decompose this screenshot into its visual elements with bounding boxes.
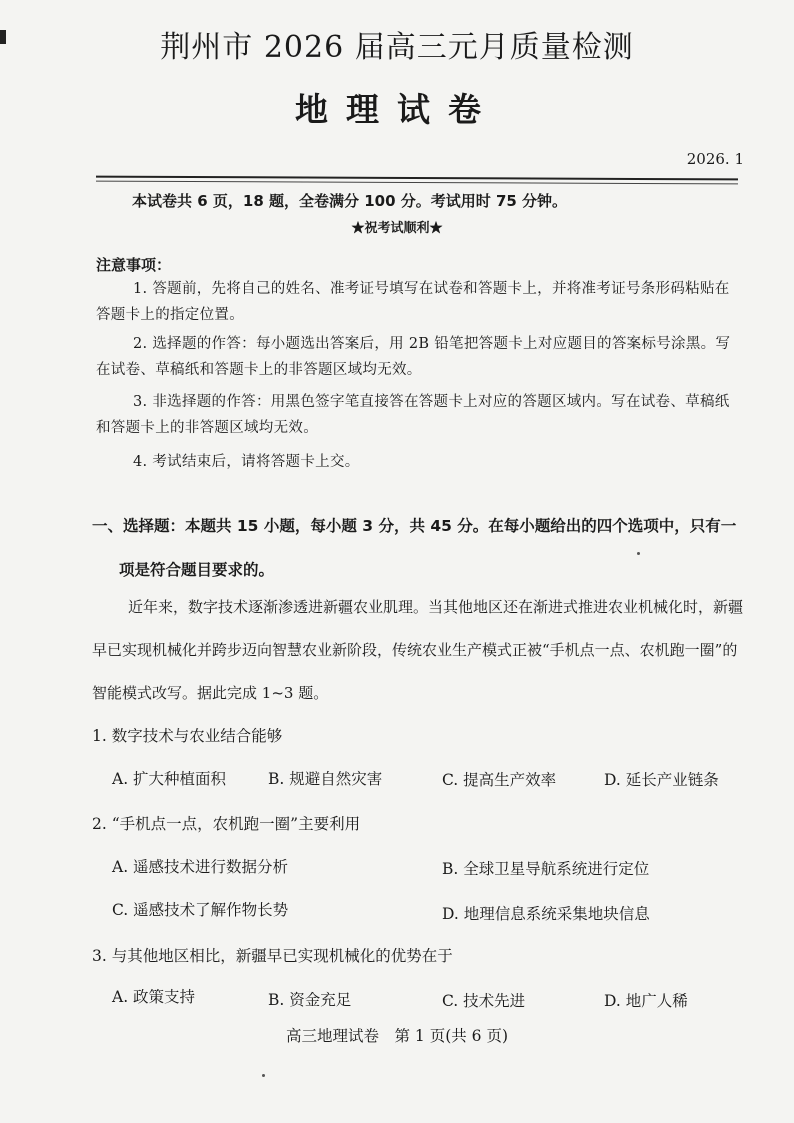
- question-3-stem: 3. 与其他地区相比，新疆早已实现机械化的优势在于: [92, 947, 453, 965]
- notice-item-4: 4. 考试结束后，请将答题卡上交。: [133, 454, 360, 470]
- question-2-option-a: A. 遥感技术进行数据分析: [112, 858, 289, 876]
- notice-item-1: 1. 答题前，先将自己的姓名、准考证号填写在试卷和答题卡上，并将准考证号条形码粘贴在答题卡上的指定位置。: [96, 281, 730, 323]
- exam-summary: 本试卷共 6 页，18 题，全卷满分 100 分。考试用时 75 分钟。: [132, 192, 568, 210]
- section-heading: [92, 504, 752, 592]
- section-heading-line-1: 一、选择题：本题共 15 小题，每小题 3 分，共 45 分。在每小题给出的四个选项中，只有一: [92, 517, 737, 535]
- question-1-stem: 1. 数字技术与农业结合能够: [92, 727, 283, 745]
- question-2-stem: 2. “手机点一点，农机跑一圈”主要利用: [92, 815, 361, 833]
- notice-item-2: 2. 选择题的作答：每小题选出答案后，用 2B 铅笔把答题卡上对应题目的答案标号涂黑。写在试卷、草稿纸和答题卡上的非答题区域均无效。: [96, 336, 731, 378]
- question-2-option-c: C. 遥感技术了解作物长势: [112, 901, 289, 919]
- page-footer: 高三地理试卷 第 1 页(共 6 页): [285, 1027, 509, 1045]
- question-1-option-a: A. 扩大种植面积: [112, 770, 227, 788]
- question-1-option-c: C. 提高生产效率: [442, 771, 557, 789]
- question-3-option-b: B. 资金充足: [268, 991, 352, 1009]
- notice-item-3: 3. 非选择题的作答：用黑色签字笔直接答在答题卡上对应的答题区域内。写在试卷、草稿纸和答题卡上的非答题区域均无效。: [96, 394, 730, 436]
- question-1-option-b: B. 规避自然灾害: [268, 770, 383, 788]
- section-heading-line-2: 项是符合题目要求的。: [119, 561, 275, 579]
- scan-speck: [637, 552, 640, 555]
- subject-title: 地理试卷: [295, 90, 499, 129]
- notice-title: 注意事项：: [96, 256, 172, 274]
- good-luck-banner: ★祝考试顺利★: [351, 221, 443, 236]
- question-3-option-a: A. 政策支持: [112, 988, 196, 1006]
- question-1-option-d: D. 延长产业链条: [604, 771, 719, 789]
- exam-title: 荆州市 2026 届高三元月质量检测: [160, 30, 634, 65]
- exam-date: 2026. 1: [686, 150, 744, 168]
- header-rule-thin: [96, 181, 738, 185]
- question-3-option-c: C. 技术先进: [442, 992, 526, 1010]
- question-2-option-b: B. 全球卫星导航系统进行定位: [442, 860, 650, 878]
- header-rule-thick: [96, 176, 738, 181]
- question-3-option-d: D. 地广人稀: [604, 992, 688, 1010]
- scan-speck: [262, 1074, 265, 1077]
- question-2-option-d: D. 地理信息系统采集地块信息: [442, 905, 650, 923]
- reading-passage: 近年来，数字技术逐渐渗透进新疆农业肌理。当其他地区还在渐进式推进农业机械化时，新疆早已实现机械化并跨步迈向智慧农业新阶段，传统农业生产模式正被“手机点一点、农机跑一圈”的智能模式改写。据此完成 1~3 题。: [92, 598, 744, 702]
